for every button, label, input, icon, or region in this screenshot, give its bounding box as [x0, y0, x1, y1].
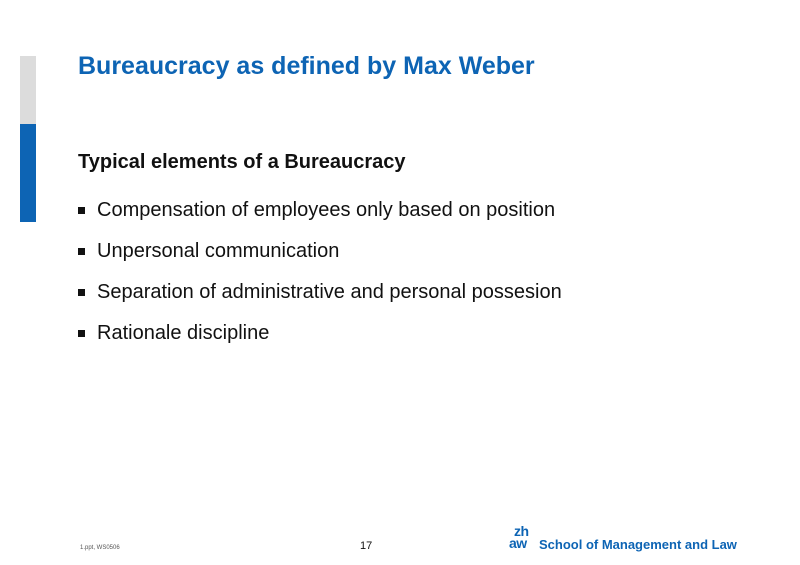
- slide-title: Bureaucracy as defined by Max Weber: [78, 52, 535, 80]
- square-bullet-icon: [78, 330, 85, 337]
- bullet-text: Rationale discipline: [97, 322, 270, 344]
- subheading: Typical elements of a Bureaucracy: [78, 151, 406, 173]
- bullet-item: [78, 313, 562, 354]
- bullet-text: Separation of administrative and personal possesion: [97, 281, 562, 303]
- bullet-item: [78, 190, 562, 231]
- accent-bar-grey: [20, 56, 36, 124]
- bullet-item: [78, 231, 562, 272]
- logo-mark-top: zh: [514, 523, 529, 539]
- page-number: 17: [360, 540, 373, 552]
- zhaw-logo: [509, 525, 749, 553]
- accent-bar-blue: [20, 124, 36, 222]
- zhaw-logo-mark: [509, 525, 537, 553]
- square-bullet-icon: [78, 289, 85, 296]
- square-bullet-icon: [78, 248, 85, 255]
- bullet-list: [78, 190, 562, 354]
- bullet-text: Compensation of employees only based on position: [97, 199, 556, 221]
- square-bullet-icon: [78, 207, 85, 214]
- bullet-item: [78, 272, 562, 313]
- bullet-text: Unpersonal communication: [97, 240, 340, 262]
- footer-file-label: 1.ppt, WS0506: [80, 545, 120, 551]
- logo-text: School of Management and Law: [539, 537, 737, 552]
- logo-mark-bottom: aw: [509, 535, 527, 551]
